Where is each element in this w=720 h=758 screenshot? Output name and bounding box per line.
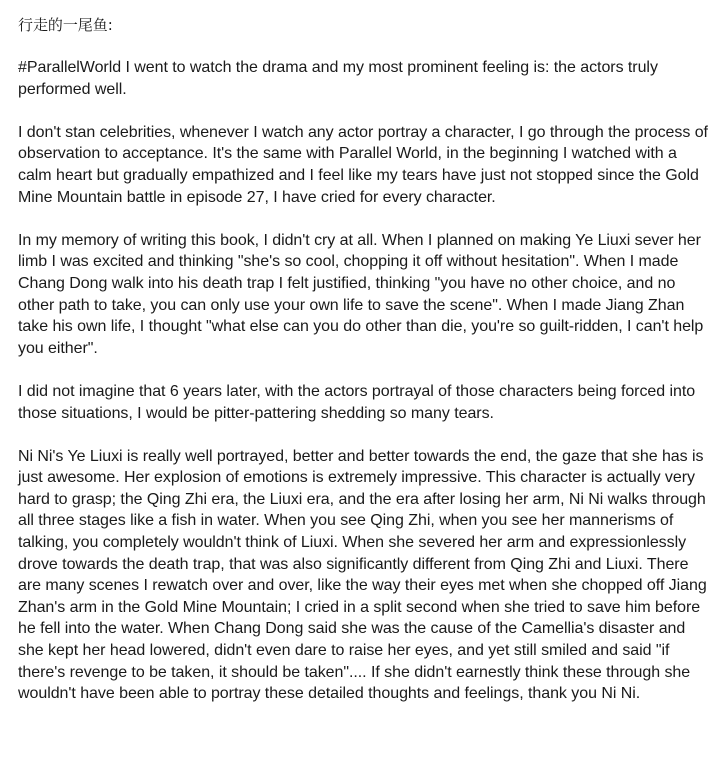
post-paragraph-3: In my memory of writing this book, I didn't cry at all. When I planned on making Ye Liuxi sever her limb I was excited and thinking "she's so cool, chopping it off without hesitation". When I made Chang Dong walk into his death trap I felt justified, thinking "you have no other choice, and no other path to take, you can only use your own life to save the scene". When I made Jiang Zhan take his own life, I thought "what else can you do other than die, you're so guilt-ridden, I can't help you either". [18,231,704,357]
post-paragraph-1: #ParallelWorld I went to watch the drama and my most prominent feeling is: the actors truly performed well. [18,59,658,98]
post-paragraph-2: I don't stan celebrities, whenever I watch any actor portray a character, I go through the process of observation to acceptance. It's the same with Parallel World, in the beginning I watched with a calm heart but gradually empathized and I feel like my tears have just not stopped since the Gold Mine Mountain battle in episode 27, I have cried for every character. [18,123,708,206]
author-name: 行走的一尾鱼: [18,16,113,34]
post-paragraph-4: I did not imagine that 6 years later, with the actors portrayal of those characters being forced into those situations, I would be pitter-pattering shedding so many tears. [18,382,696,422]
post-body [18,14,710,705]
post-paragraph-5: Ni Ni's Ye Liuxi is really well portrayed, better and better towards the end, the gaze that she has is just awesome. Her explosion of emotions is extremely impressive. This character is actually very hard to grasp; the Qing Zhi era, the Liuxi era, and the era after losing her arm, Ni Ni walks through all three stages like a fish in water. When you see Qing Zhi, when you see her mannerisms of talking, you completely wouldn't think of Liuxi. When she severed her arm and expressionlessly drove towards the death trap, that was also significantly different from Qing Zhi and Liuxi. There are many scenes I rewatch over and over, like the way their eyes met when she chopped off Jiang Zhan's arm in the Gold Mine Mountain; I cried in a split second when she tried to save him before he fell into the water. When Chang Dong said she was the cause of the Camellia's disaster and she kept her head lowered, didn't even dare to raise her eyes, and yet still smiled and said "if there's revenge to be taken, it should be taken".... If she didn't earnestly think these through she wouldn't have been able to portray these detailed thoughts and feelings, thank you Ni Ni. [18,447,707,703]
